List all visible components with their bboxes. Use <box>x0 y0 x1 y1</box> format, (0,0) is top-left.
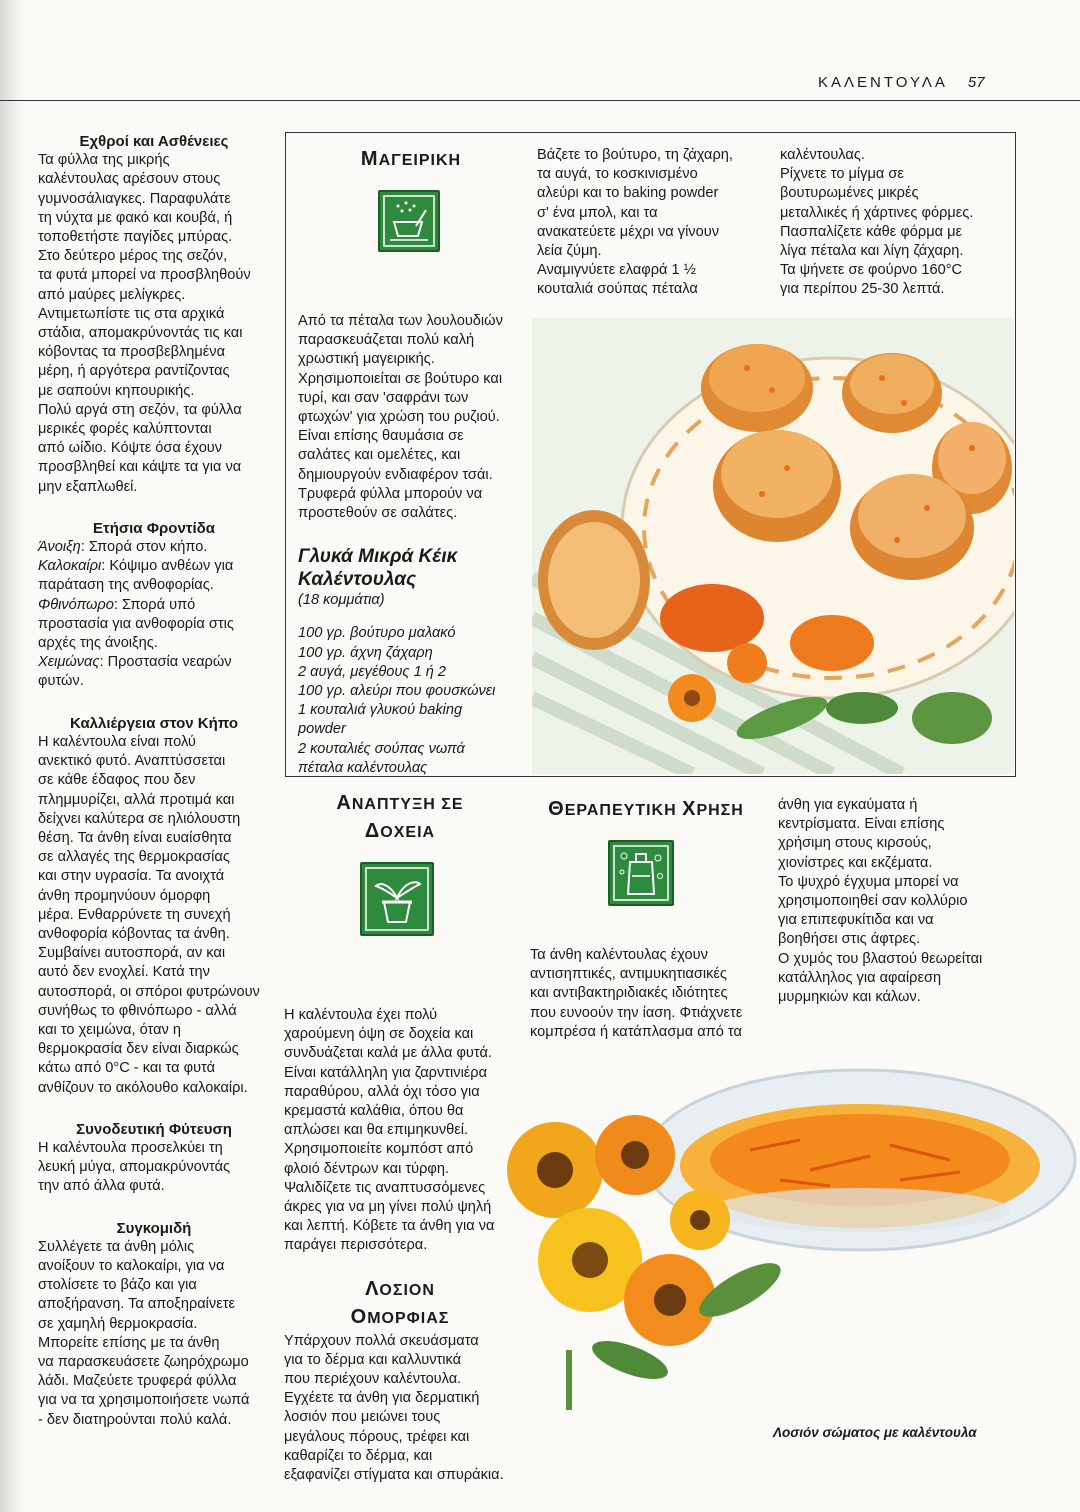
garden-heading: Καλλιέργεια στον Κήπο <box>69 714 239 732</box>
cooking-intro: Από τα πέταλα των λουλουδιών παρασκευάζεται πολύ καλή χρωστική μαγειρικής. Χρησιμοποιείται σε βούτυρο και τυρί, και σαν 'σαφράνι των φτωχών' για χρώση του ρυζιού. Είναι επίσης θαυμάσια σε σαλάτες και ομελέτες, και δημιουργούν ενδιαφέρον τσάι. Τρυφερά φύλλα μπορούν να προστεθούν σε σαλάτες. <box>298 313 503 522</box>
lotion-heading: ΛΟΣΙΟΝ ΟΜΟΡΦΙΑΣ <box>350 1277 450 1328</box>
method-column-b <box>780 146 1010 300</box>
cooking-column <box>298 146 524 778</box>
containers-heading: ΑΝΑΠΤΥΞΗ ΣΕ ΔΟΧΕΙΑ <box>336 792 464 842</box>
ingredient-item: 1 κουταλιά γλυκού baking powder <box>298 702 463 738</box>
running-title: ΚΑΛΕΝΤΟΥΛΑ <box>818 74 948 91</box>
method-text-b: καλέντουλας. Ρίχνετε το μίγμα σε βουτυρωμένες μικρές μεταλλικές ή χάρτινες φόρμες. Πασπαλίζετε κάθε φόρμα με λίγα πέταλα και λίγη ζάχαρη. Τα ψήνετε σε φούρνο 160°C για περίπου 25-30 λεπτά. <box>780 147 974 298</box>
therapy-heading: ΘΕΡΑΠΕΥΤΙΚΗ ΧΡΗΣΗ <box>548 798 744 820</box>
ingredient-item: 2 αυγά, μεγέθους 1 ή 2 <box>298 663 447 680</box>
containers-column <box>284 790 516 1485</box>
muffins-photo <box>532 318 1014 774</box>
care-item: Άνοιξη: Σπορά στον κήπο. <box>38 539 208 556</box>
ingredients-list <box>298 624 524 778</box>
care-list <box>38 538 270 692</box>
pests-heading: Εχθροί και Ασθένειες <box>79 133 229 150</box>
ingredient-item: 100 γρ. άχνη ζάχαρη <box>298 644 433 661</box>
left-column <box>38 132 270 1430</box>
page-gutter-shadow <box>0 0 26 1512</box>
lotion-photo <box>500 1060 1080 1420</box>
pests-text: Τα φύλλα της μικρής καλέντουλας αρέσουν στους γυμνοσάλιαγκες. Παραφυλάτε τη νύχτα με φακό και κουβά, ή τοποθετήστε παγίδες μπύρας. Στο δεύτερο μέρος της σεζόν, τα φυτά μπορεί να προσβληθούν από μαύρες μελίγκρες. Αντιμετωπίστε τις στα αρχικά στάδια, απομακρύνοντάς τις και κόβοντας τα προσβεβλημένα μέρη, ή αργότερα ραντίζοντας με σαπούνι κηπουρικής. Πολύ αργά στη σεζόν, τα φύλλα μερικές φορές καλύπτονται από ωίδιο. Κόψτε όσα έχουν προσβληθεί και κάψτε τα για να μην εξαπλωθεί. <box>38 152 251 495</box>
medicine-bottle-icon <box>608 840 674 906</box>
harvest-heading: Συγκομιδή <box>116 1219 192 1237</box>
containers-text: Η καλέντουλα έχει πολύ χαρούμενη όψη σε δοχεία και συνδυάζεται καλά με άλλα φυτά. Είναι κατάλληλη για ζαρντινιέρα παραθύρου, αλλά όχι τόσο για κρεμαστά καλάθια, όπου θα απλώσει και θα επιμηκυνθεί. Χρησιμοποιείτε κομπόστ από φλοιό δέντρων και τύρφη. Ψαλιδίζετε τις αναπτυσσόμενες άκρες για να μη γίνει πολύ ψηλή και λεπτή. Κόβετε τα άνθη για να παράγει περισσότερα. <box>284 1007 495 1254</box>
care-item: Καλοκαίρι: Κόψιμο ανθέων για παράταση της ανθοφορίας. <box>38 558 234 594</box>
therapy-text-a: Τα άνθη καλέντουλας έχουν αντισηπτικές, αντιμυκητιασικές και αντιβακτηριδιακές ιδιότητες που ευνοούν την ίαση. Φτιάχνετε κομπρέσα ή κατάπλασμα από τα <box>530 947 743 1040</box>
harvest-text: Συλλέγετε τα άνθη μόλις ανοίξουν το καλοκαίρι, για να στολίσετε το βάζο και για αποξήρανση. Τα αποξηραίνετε σε χαμηλή θερμοκρασία. Μπορείτε επίσης με τα άνθη να παρασκευάσετε ζωηρόχρωμο λάδι. Μαζεύετε τρυφερά φύλλα για να τα χρησιμοποιήσετε νωπά - δεν διατηρούνται πολύ καλά. <box>38 1238 250 1428</box>
recipe-title: Γλυκά Μικρά Κέικ Καλέντουλας <box>298 546 458 591</box>
ingredient-item: 100 γρ. βούτυρο μαλακό <box>298 625 456 642</box>
care-item: Χειμώνας: Προστασία νεαρών φυτών. <box>38 654 232 690</box>
potted-plant-icon <box>360 862 434 936</box>
cooking-heading: ΜΑΓΕΙΡΙΚΗ <box>360 148 462 170</box>
recipe-servings: (18 κομμάτια) <box>298 592 385 609</box>
therapy-column <box>530 796 762 1042</box>
companion-text: Η καλέντουλα προσελκύει τη λευκή μύγα, απομακρύνοντάς την από άλλα φυτά. <box>38 1139 231 1195</box>
method-column-a <box>537 146 767 300</box>
therapy-text-b: άνθη για εγκαύματα ή κεντρίσματα. Είναι επίσης χρήσιμη στους κιρσούς, χιονίστρες και εκζέματα. Το ψυχρό έγχυμα μπορεί να χρησιμοποιηθεί σαν κολλύριο για επιπεφυκίτιδα και να βοηθήσει στις άφτρες. Ο χυμός του βλαστού θεωρείται κατάλληλος για αφαίρεση μυρμηκιών και κάλων. <box>778 797 983 1006</box>
care-item: Φθινόπωρο: Σπορά υπό προστασία για ανθοφορία στις αρχές της άνοιξης. <box>38 596 234 652</box>
ingredient-item: 100 γρ. αλεύρι που φουσκώνει <box>298 683 496 700</box>
page-number: 57 <box>967 74 985 91</box>
photo-caption: Λοσιόν σώματος με καλέντουλα <box>773 1425 977 1440</box>
care-heading: Ετήσια Φροντίδα <box>93 519 215 537</box>
lotion-text: Υπάρχουν πολλά σκευάσματα για το δέρμα και καλλυντικά που περιέχουν καλέντουλα. Εγχέετε τα άνθη για δερματική λοσιόν που μειώνει τους μεγάλους πόρους, τρέφει και καθαρίζει το δέρμα, και εξαφανίζει στίγματα και σπυράκια. <box>284 1332 504 1484</box>
ingredient-item: 2 κουταλιές σούπας νωπά πέταλα καλέντουλας <box>298 740 465 776</box>
header-rule <box>0 100 1080 101</box>
cooking-pot-icon <box>378 190 440 252</box>
therapy-column-b <box>778 796 1010 1007</box>
running-head <box>818 74 985 91</box>
garden-text: Η καλέντουλα είναι πολύ ανεκτικό φυτό. Αναπτύσσεται σε κάθε έδαφος που δεν πλημμυρίζει, αλλά προτιμά και δείχνει καλύτερα σε ηλιόλουστη θέση. Τα άνθη είναι ευαίσθητα σε αλλαγές της θερμοκρασίας και στην υγρασία. Τα ανοιχτά άνθη προμηνύουν όμορφη μέρα. Ενθαρρύνετε τη συνεχή ανθοφορία κόβοντας τα άνθη. Συμβαίνει αυτοσπορά, αν και αυτό δεν ενοχλεί. Κατά την αυτοσπορά, οι σπόροι φυτρώνουν συνήθως το φθινόπωρο - αλλά και το χειμώνα, όταν η θερμοκρασία δεν είναι διαρκώς κάτω από 0°C - και τα φυτά ανθίζουν το ακόλουθο καλοκαίρι. <box>38 733 260 1096</box>
companion-heading: Συνοδευτική Φύτευση <box>76 1120 232 1138</box>
method-text-a: Βάζετε το βούτυρο, τη ζάχαρη, τα αυγά, το κοσκινισμένο αλεύρι και το baking powder σ' ένα μπολ, και τα ανακατεύετε μέχρι να γίνουν λεία ζύμη. Αναμιγνύετε ελαφρά 1 ½ κουταλιά σούπας πέταλα <box>537 147 733 298</box>
